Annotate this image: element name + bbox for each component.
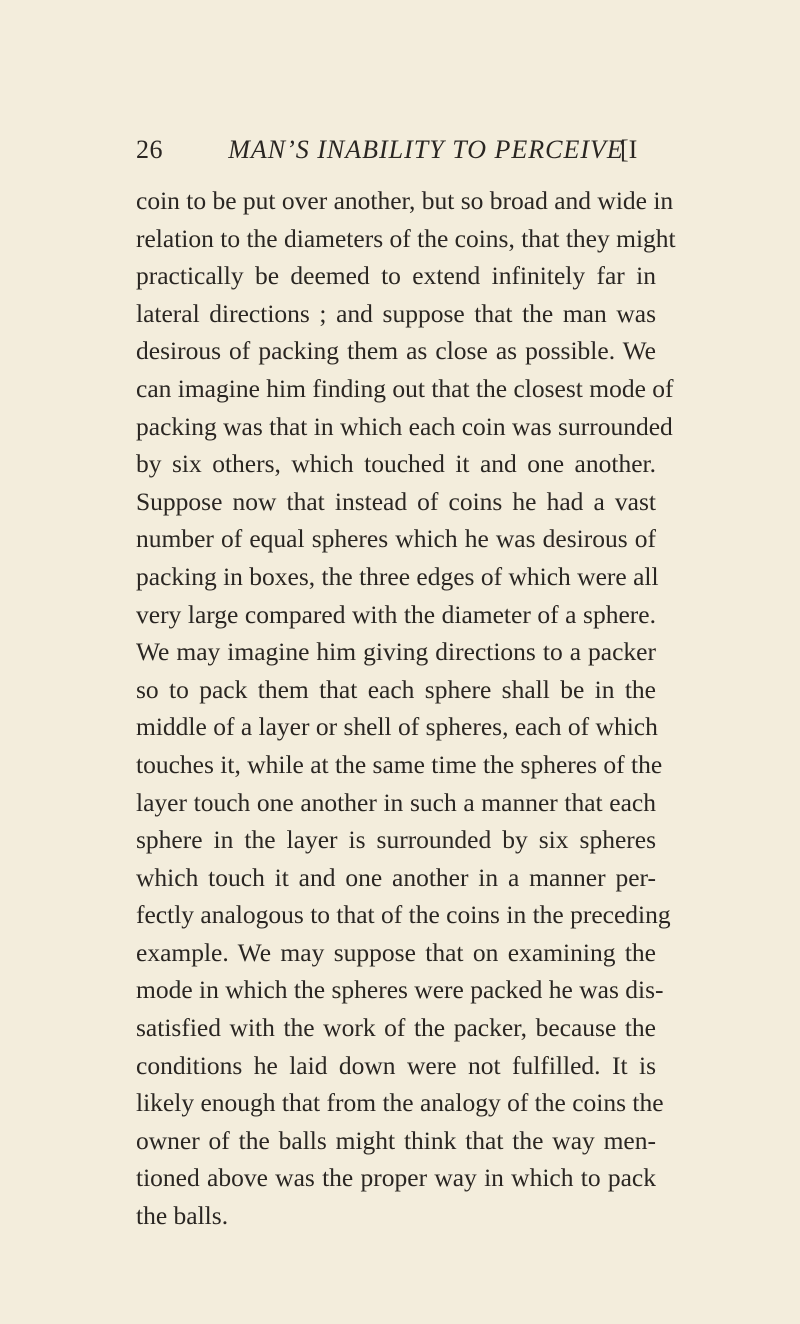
text-line: example. We may suppose that on examining the xyxy=(136,937,656,967)
text-line: number of equal spheres which he was desirous of xyxy=(136,524,656,554)
text-line: Suppose now that instead of coins he had a vast xyxy=(136,486,656,516)
text-line: touches it, while at the same time the spheres of the xyxy=(136,749,663,779)
text-line: coin to be put over another, but so broad and wide in xyxy=(136,186,674,215)
text-line: middle of a layer or shell of spheres, each of which xyxy=(136,712,658,742)
text-line: fectly analogous to that of the coins in the preceding xyxy=(136,900,671,930)
body-text xyxy=(136,182,676,1235)
text-line: tioned above was the proper way in which to pack xyxy=(136,1163,656,1193)
text-line: owner of the balls might think that the way men- xyxy=(136,1125,656,1155)
text-line: very large compared with the diameter of a sphere. xyxy=(136,599,656,629)
text-line: mode in which the spheres were packed he was dis- xyxy=(136,975,664,1005)
text-line: the balls. xyxy=(136,1201,229,1231)
running-title: MAN’S INABILITY TO PERCEIVE xyxy=(228,135,624,164)
text-line: conditions he laid down were not fulfilled. It is xyxy=(136,1050,656,1080)
text-line: layer touch one another in such a manner that each xyxy=(136,787,656,817)
text-line: desirous of packing them as close as possible. We xyxy=(136,336,656,366)
text-line: relation to the diameters of the coins, that they might xyxy=(136,223,676,253)
running-head xyxy=(136,130,656,170)
text-line: so to pack them that each sphere shall be in the xyxy=(136,674,656,704)
text-line: can imagine him finding out that the closest mode of xyxy=(136,373,674,403)
text-line: likely enough that from the analogy of the coins the xyxy=(136,1088,664,1118)
text-line: by six others, which touched it and one another. xyxy=(136,449,656,479)
text-line: practically be deemed to extend infinitely far in xyxy=(136,261,656,291)
text-line: packing in boxes, the three edges of which were all xyxy=(136,561,659,591)
page-number: 26 xyxy=(136,135,163,164)
text-line: We may imagine him giving directions to a packer xyxy=(136,637,656,667)
text-line: lateral directions ; and suppose that the man was xyxy=(136,298,656,328)
text-line: packing was that in which each coin was surrounded xyxy=(136,411,673,441)
text-line: sphere in the layer is surrounded by six spheres xyxy=(136,825,656,855)
text-line: which touch it and one another in a manner per- xyxy=(136,862,656,892)
section-mark: [I xyxy=(620,135,638,164)
text-line: satisfied with the work of the packer, because the xyxy=(136,1013,656,1043)
